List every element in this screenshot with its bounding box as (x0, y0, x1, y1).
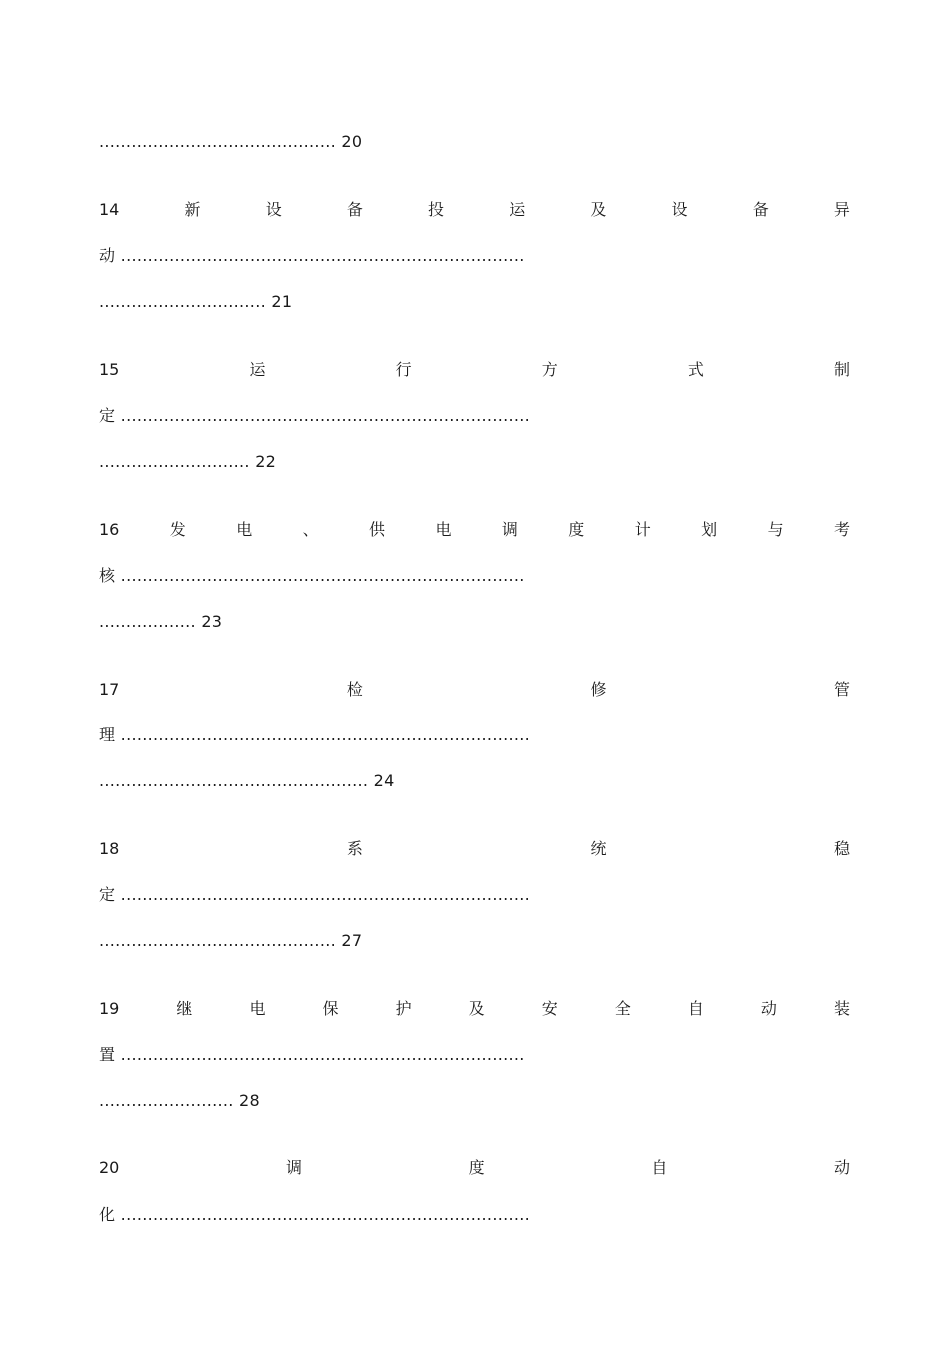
toc-entry-18-leader: 定 ............................................................................ (99, 885, 531, 904)
toc-entry-char: 度 (468, 1158, 485, 1177)
toc-entry-char: 发 (169, 520, 186, 539)
toc-entry-char: 电 (249, 999, 266, 1018)
toc-entry-char: 调 (501, 520, 518, 539)
toc-entry-char: 检 (346, 680, 363, 699)
toc-entry-char: 装 (833, 999, 850, 1018)
toc-entry-char: 电 (435, 520, 452, 539)
toc-prev-page-line: ............................................ 20 (99, 132, 363, 151)
toc-entry-15-leader: 定 ............................................................................ (99, 406, 531, 425)
toc-entry-char: 保 (322, 999, 339, 1018)
toc-entry-15-page: ............................ 22 (99, 452, 277, 471)
toc-entry-number: 15 (99, 360, 120, 379)
toc-entry-number: 20 (99, 1158, 120, 1177)
toc-entry-char: 备 (346, 200, 363, 219)
toc-entry-char: 制 (833, 360, 850, 379)
toc-entry-char: 备 (752, 200, 769, 219)
toc-entry-char: 稳 (833, 839, 850, 858)
toc-entry-char: 运 (509, 200, 526, 219)
toc-entry-18-page: ............................................ 27 (99, 931, 363, 950)
toc-entry-17-leader: 理 ............................................................................ (99, 725, 531, 744)
toc-entry-char: 运 (249, 360, 266, 379)
toc-entry-char: 及 (468, 999, 485, 1018)
toc-entry-18-heading (99, 838, 850, 860)
toc-entry-char: 继 (176, 999, 193, 1018)
toc-entry-char: 自 (651, 1158, 668, 1177)
toc-entry-number: 16 (99, 520, 120, 539)
toc-entry-char: 异 (833, 200, 850, 219)
toc-entry-19-heading (99, 998, 850, 1020)
toc-entry-char: 新 (184, 200, 201, 219)
toc-entry-char: 计 (634, 520, 651, 539)
toc-entry-char: 全 (614, 999, 631, 1018)
toc-entry-char: 系 (346, 839, 363, 858)
toc-entry-char: 划 (701, 520, 718, 539)
toc-entry-14-leader: 动 ........................................................................... (99, 246, 525, 265)
toc-entry-char: 修 (590, 680, 607, 699)
toc-entry-char: 式 (687, 360, 704, 379)
toc-entry-char: 、 (302, 520, 319, 539)
toc-entry-char: 方 (541, 360, 558, 379)
toc-entry-14-heading (99, 199, 850, 221)
toc-entry-char: 设 (265, 200, 282, 219)
toc-entry-16-leader: 核 ........................................................................... (99, 566, 525, 585)
toc-entry-char: 度 (568, 520, 585, 539)
toc-entry-char: 调 (286, 1158, 303, 1177)
toc-entry-char: 动 (833, 1158, 850, 1177)
toc-entry-char: 动 (760, 999, 777, 1018)
toc-entry-char: 行 (395, 360, 412, 379)
toc-entry-16-page: .................. 23 (99, 612, 223, 631)
toc-entry-17-heading (99, 679, 850, 701)
toc-entry-char: 电 (236, 520, 253, 539)
toc-entry-char: 供 (369, 520, 386, 539)
toc-entry-number: 14 (99, 200, 120, 219)
toc-entry-char: 设 (671, 200, 688, 219)
toc-entry-char: 统 (590, 839, 607, 858)
toc-entry-char: 管 (833, 680, 850, 699)
toc-entry-20-heading (99, 1157, 850, 1179)
toc-entry-number: 18 (99, 839, 120, 858)
toc-entry-char: 及 (590, 200, 607, 219)
toc-entry-char: 自 (687, 999, 704, 1018)
toc-entry-number: 17 (99, 680, 120, 699)
toc-entry-15-heading (99, 359, 850, 381)
toc-entry-number: 19 (99, 999, 120, 1018)
toc-entry-20-leader: 化 ............................................................................ (99, 1205, 531, 1224)
toc-entry-char: 考 (833, 520, 850, 539)
toc-entry-16-heading (99, 519, 850, 541)
toc-entry-14-page: ............................... 21 (99, 292, 293, 311)
toc-entry-char: 投 (428, 200, 445, 219)
toc-entry-19-leader: 置 ........................................................................... (99, 1045, 525, 1064)
toc-entry-char: 护 (395, 999, 412, 1018)
toc-entry-char: 与 (767, 520, 784, 539)
toc-entry-char: 安 (541, 999, 558, 1018)
toc-entry-17-page: .................................................. 24 (99, 771, 395, 790)
toc-entry-19-page: ......................... 28 (99, 1091, 260, 1110)
